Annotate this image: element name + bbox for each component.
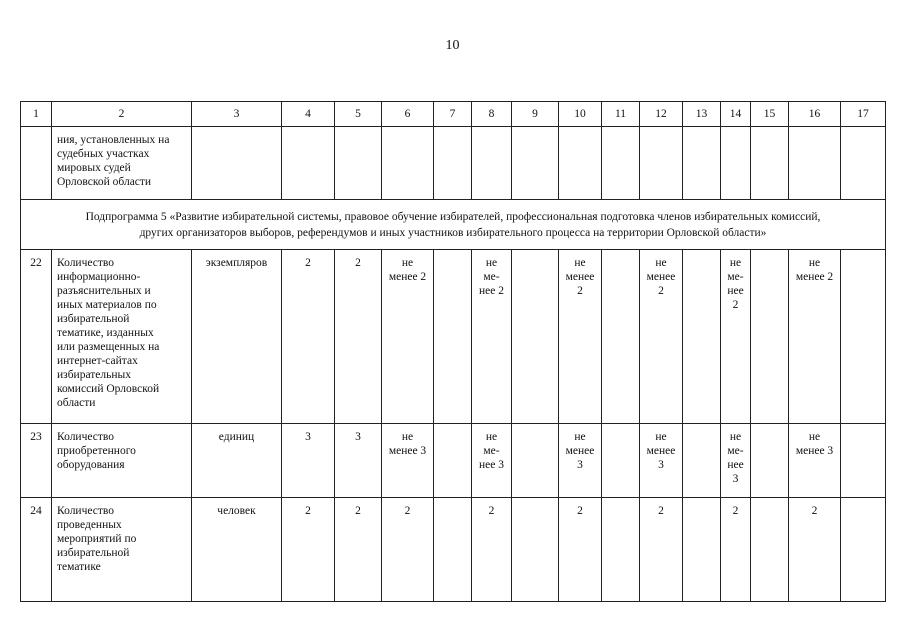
col-header: 17 (841, 102, 886, 127)
col-header: 11 (602, 102, 640, 127)
col-header: 13 (683, 102, 721, 127)
value-cell: не менее 3 (789, 424, 841, 498)
col-header: 9 (512, 102, 559, 127)
value-cell: 3 (335, 424, 382, 498)
value-cell: 2 (282, 498, 335, 602)
row-description: Количество проведенных мероприятий по избирательной тематике (52, 498, 192, 602)
value-cell: 2 (282, 250, 335, 424)
continuation-row (21, 127, 886, 200)
row-description: Количество информационно- разъяснительных и иных материалов по избирательной тематике, изданных или размещенных на интернет-сайтах избирательных комиссий Орловской области (52, 250, 192, 424)
col-header: 1 (21, 102, 52, 127)
value-cell: не ме- нее 2 (472, 250, 512, 424)
col-header: 4 (282, 102, 335, 127)
col-header: 5 (335, 102, 382, 127)
row-unit: человек (192, 498, 282, 602)
value-cell: 2 (335, 498, 382, 602)
col-header: 6 (382, 102, 434, 127)
row-number: 22 (21, 250, 52, 424)
table-row (21, 498, 886, 602)
indicators-table (20, 101, 886, 602)
value-cell: не менее 3 (559, 424, 602, 498)
row-unit: экземпляров (192, 250, 282, 424)
value-cell: 2 (721, 498, 751, 602)
col-header: 16 (789, 102, 841, 127)
value-cell: 2 (559, 498, 602, 602)
continuation-cell: ния, установленных на судебных участках мировых судей Орловской области (52, 127, 192, 200)
value-cell: не ме- нее 3 (721, 424, 751, 498)
value-cell: 2 (789, 498, 841, 602)
row-unit: единиц (192, 424, 282, 498)
col-header: 2 (52, 102, 192, 127)
value-cell: не менее 3 (382, 424, 434, 498)
subprogram-row (21, 200, 886, 250)
col-header: 12 (640, 102, 683, 127)
header-row (21, 102, 886, 127)
value-cell: не менее 2 (789, 250, 841, 424)
table-row (21, 250, 886, 424)
value-cell: не менее 2 (640, 250, 683, 424)
value-cell: 2 (472, 498, 512, 602)
value-cell: 3 (282, 424, 335, 498)
value-cell: не ме- нее 2 (721, 250, 751, 424)
value-cell: не менее 2 (559, 250, 602, 424)
value-cell: 2 (640, 498, 683, 602)
col-header: 3 (192, 102, 282, 127)
row-number: 23 (21, 424, 52, 498)
col-header: 14 (721, 102, 751, 127)
table-row (21, 424, 886, 498)
col-header: 7 (434, 102, 472, 127)
value-cell: не ме- нее 3 (472, 424, 512, 498)
row-number: 24 (21, 498, 52, 602)
col-header: 10 (559, 102, 602, 127)
row-description: Количество приобретенного оборудования (52, 424, 192, 498)
col-header: 8 (472, 102, 512, 127)
subprogram-title: Подпрограмма 5 «Развитие избирательной системы, правовое обучение избирателей, профессиональная подготовка членов избирательных комиссий, других организаторов выборов, референдумов и иных участников избирательного процесса на территории Орловской области» (21, 200, 886, 250)
value-cell: не менее 3 (640, 424, 683, 498)
value-cell: 2 (335, 250, 382, 424)
value-cell: 2 (382, 498, 434, 602)
page-number: 10 (445, 38, 460, 53)
col-header: 15 (751, 102, 789, 127)
value-cell: не менее 2 (382, 250, 434, 424)
